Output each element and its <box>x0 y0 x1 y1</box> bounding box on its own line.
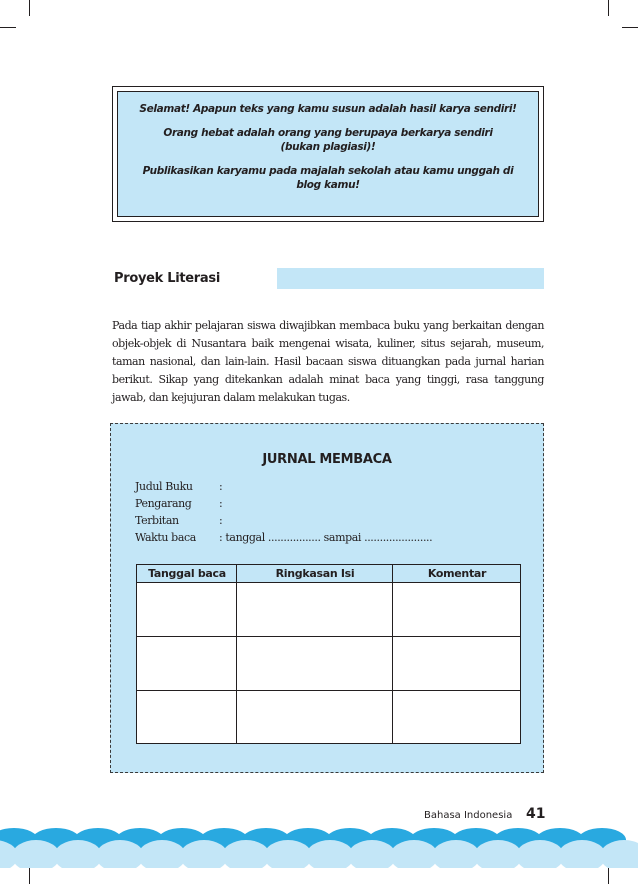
crop-mark <box>29 0 30 16</box>
journal-field-book-title <box>135 480 222 493</box>
section-title: Proyek Literasi <box>114 271 220 286</box>
page-number: 41 <box>526 806 546 822</box>
section-header-bar <box>277 268 544 289</box>
field-label: Judul Buku <box>135 480 193 493</box>
notice-box <box>112 86 544 222</box>
journal-field-publisher <box>135 514 222 527</box>
field-value: : <box>219 514 223 527</box>
field-value: : tanggal ................. sampai ...................... <box>219 531 433 544</box>
footer-book-title: Bahasa Indonesia <box>424 810 513 821</box>
table-row-divider <box>137 636 520 637</box>
notice-line: Selamat! Apapun teks yang kamu susun adalah hasil karya sendiri! <box>139 103 517 115</box>
table-column-divider <box>392 565 393 743</box>
journal-field-reading-time <box>135 531 432 544</box>
crop-mark <box>622 27 638 28</box>
table-header-row <box>137 565 520 583</box>
column-header-date: Tanggal baca <box>148 567 226 580</box>
reading-journal-box <box>110 423 544 773</box>
crop-mark <box>608 868 609 884</box>
table-row-divider <box>137 690 520 691</box>
column-header-summary: Ringkasan Isi <box>275 567 355 580</box>
wave-decoration <box>0 826 638 868</box>
journal-field-author <box>135 497 222 510</box>
notice-content <box>117 91 539 217</box>
field-label: Terbitan <box>135 514 179 527</box>
body-paragraph: Pada tiap akhir pelajaran siswa diwajibkan membaca buku yang berkaitan dengan objek-objek di Nusantara baik mengenai wisata, kuliner, situs sejarah, museum, taman nasional, dan lain-lain. Hasil bacaan siswa dituangkan pada jurnal harian berikut. Sikap yang ditekankan adalah minat baca yang tinggi, rasa tanggung jawab, dan kejujuran dalam melakukan tugas. <box>112 319 544 404</box>
notice-line: Orang hebat adalah orang yang berupaya berkarya sendiri (bukan plagiasi)! <box>163 127 493 153</box>
journal-title: JURNAL MEMBACA <box>262 452 392 467</box>
column-header-comment: Komentar <box>427 567 487 580</box>
table-column-divider <box>236 565 237 743</box>
journal-table <box>136 564 521 744</box>
crop-mark <box>608 0 609 16</box>
crop-mark <box>0 27 16 28</box>
field-value: : <box>219 480 223 493</box>
field-label: Pengarang <box>135 497 192 510</box>
field-value: : <box>219 497 223 510</box>
crop-mark <box>29 868 30 884</box>
field-label: Waktu baca <box>135 531 196 544</box>
notice-line: Publikasikan karyamu pada majalah sekolah atau kamu unggah di blog kamu! <box>142 165 514 191</box>
